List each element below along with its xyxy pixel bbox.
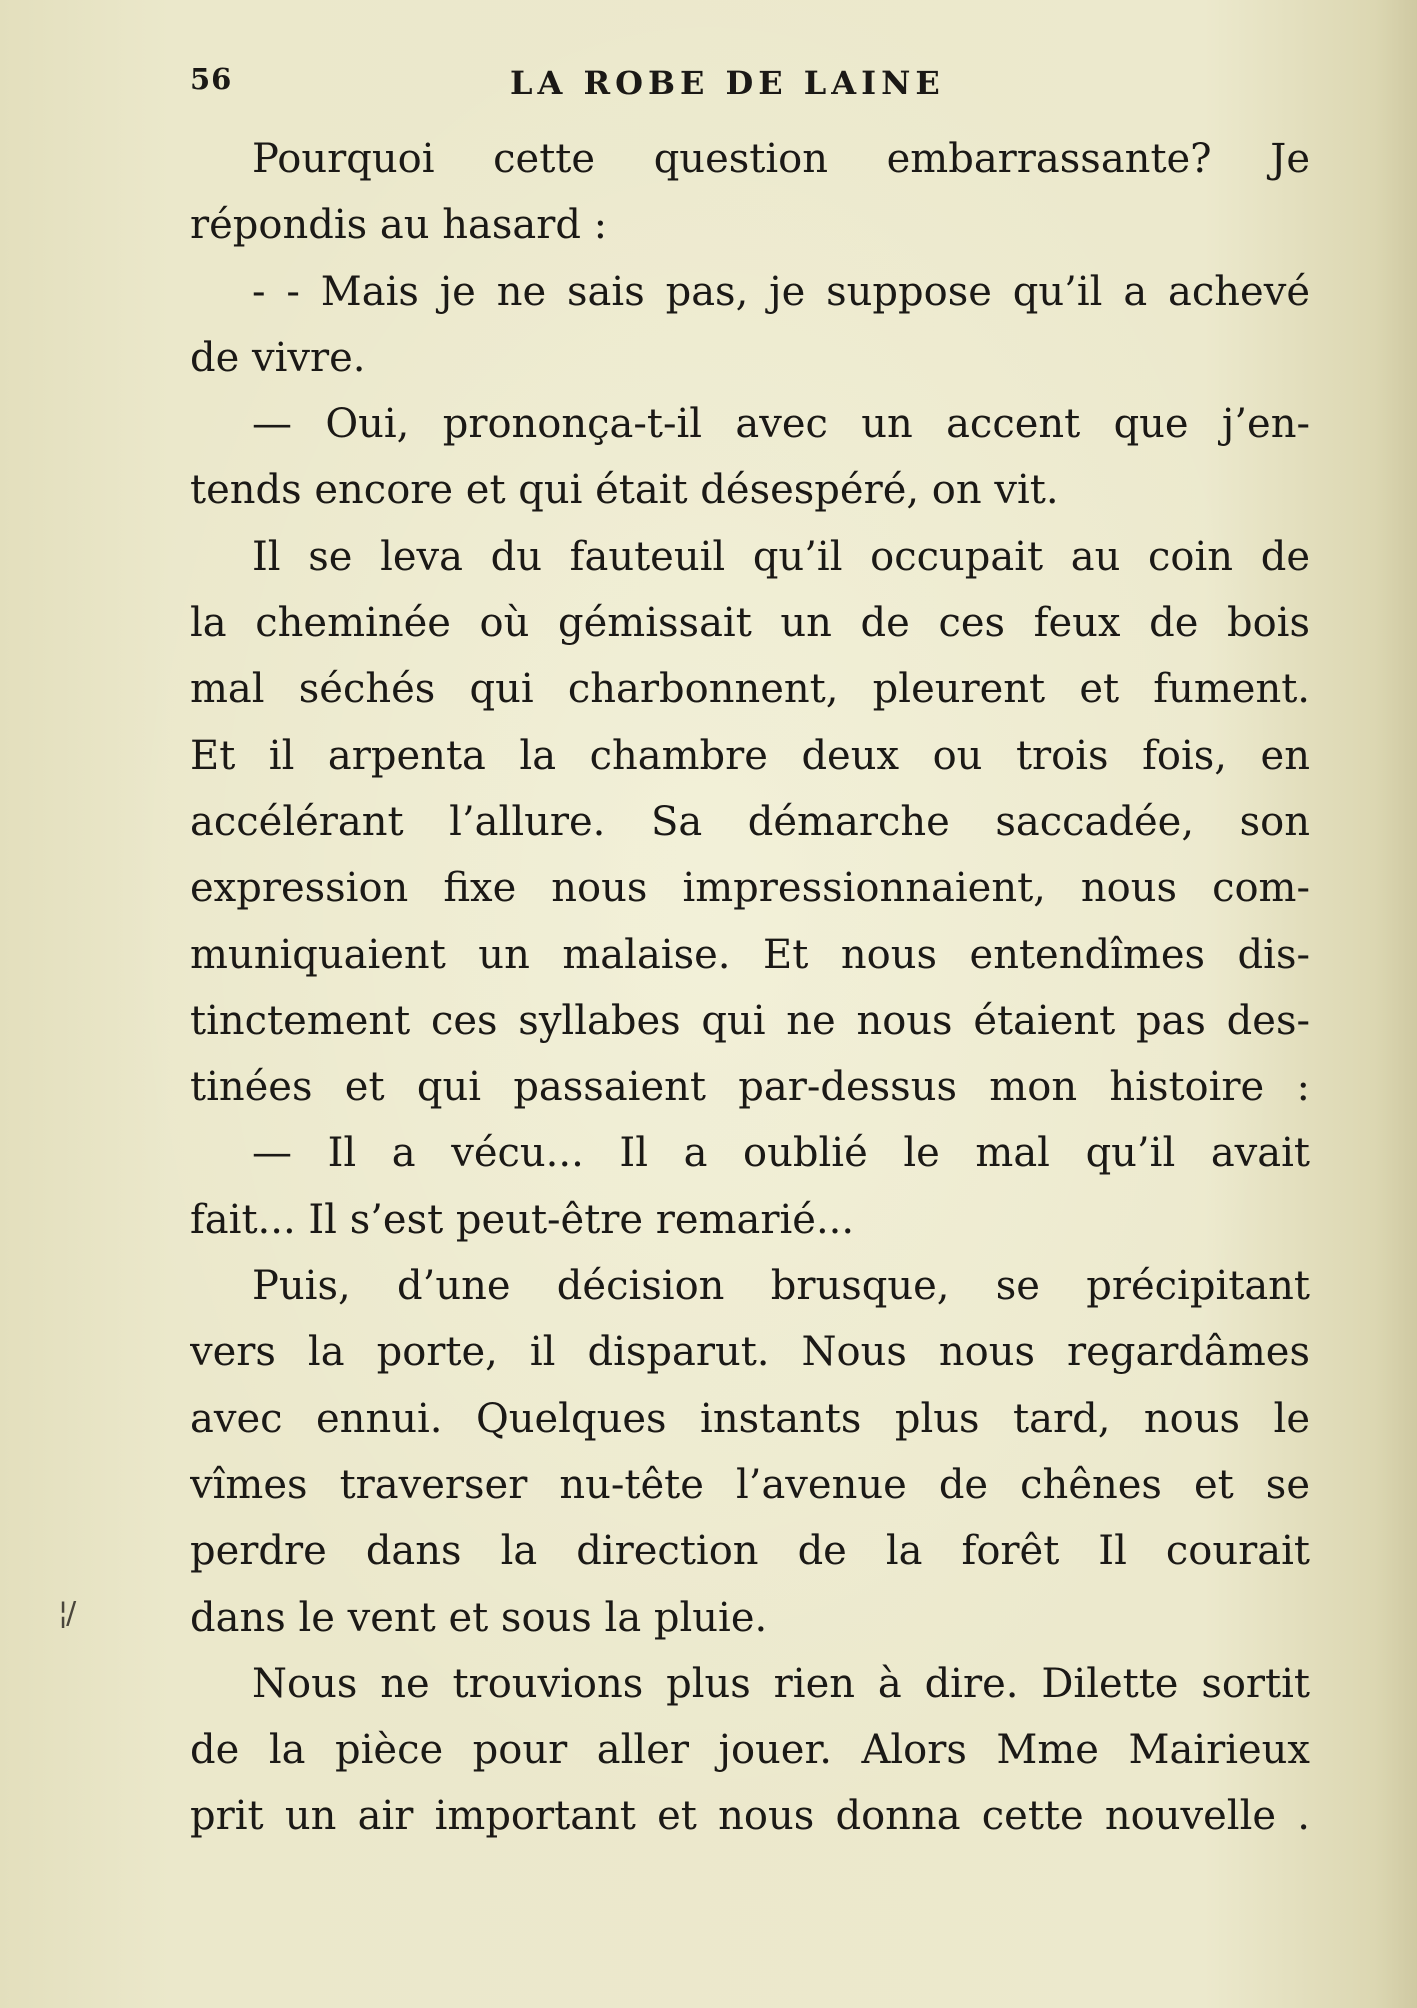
text-line: prit un air important et nous donna cette nouvelle .: [190, 1793, 1310, 1840]
text-line: accélérant l’allure. Sa démarche saccadée, son: [190, 798, 1310, 845]
text-line: - - Mais je ne sais pas, je suppose qu’il a achevé: [252, 268, 1310, 315]
text-line: fait... Il s’est peut-être remarié...: [190, 1196, 855, 1243]
text-line: muniquaient un malaise. Et nous entendîmes dis-: [190, 931, 1310, 978]
text-line: de la pièce pour aller jouer. Alors Mme Mairieux: [190, 1727, 1310, 1774]
running-title: LA ROBE DE LAINE: [510, 64, 945, 102]
margin-pencil-mark: ¦/: [58, 1596, 75, 1631]
text-line: perdre dans la direction de la forêt Il courait: [190, 1528, 1310, 1575]
text-line: répondis au hasard :: [190, 202, 608, 249]
text-line: vîmes traverser nu-tête l’avenue de chênes et se: [190, 1461, 1310, 1508]
text-line: Il se leva du fauteuil qu’il occupait au coin de: [252, 533, 1310, 580]
body-text: [190, 126, 1310, 1850]
text-line: expression fixe nous impressionnaient, nous com-: [190, 865, 1310, 912]
text-line: la cheminée où gémissait un de ces feux de bois: [190, 600, 1310, 647]
text-line: — Il a vécu... Il a oublié le mal qu’il avait: [252, 1130, 1310, 1177]
text-line: vers la porte, il disparut. Nous nous regardâmes: [190, 1329, 1310, 1376]
text-line: tinctement ces syllabes qui ne nous étaient pas des-: [190, 997, 1310, 1044]
text-line: mal séchés qui charbonnent, pleurent et fument.: [190, 666, 1310, 713]
text-line: Et il arpenta la chambre deux ou trois fois, en: [190, 732, 1310, 779]
text-line: Pourquoi cette question embarrassante? Je: [252, 136, 1310, 182]
text-line: tinées et qui passaient par-dessus mon histoire :: [190, 1064, 1310, 1111]
page-number: 56: [190, 62, 233, 96]
text-line: — Oui, prononça-t-il avec un accent que j’en-: [252, 401, 1310, 448]
text-line: Puis, d’une décision brusque, se précipitant: [252, 1263, 1310, 1310]
text-line: tends encore et qui était désespéré, on vit.: [190, 467, 1059, 514]
text-line: Nous ne trouvions plus rien à dire. Dilette sortit: [252, 1660, 1310, 1707]
text-line: de vivre.: [190, 334, 366, 381]
text-line: avec ennui. Quelques instants plus tard, nous le: [190, 1395, 1310, 1442]
text-line: dans le vent et sous la pluie.: [190, 1594, 768, 1641]
running-head: [190, 62, 1320, 112]
